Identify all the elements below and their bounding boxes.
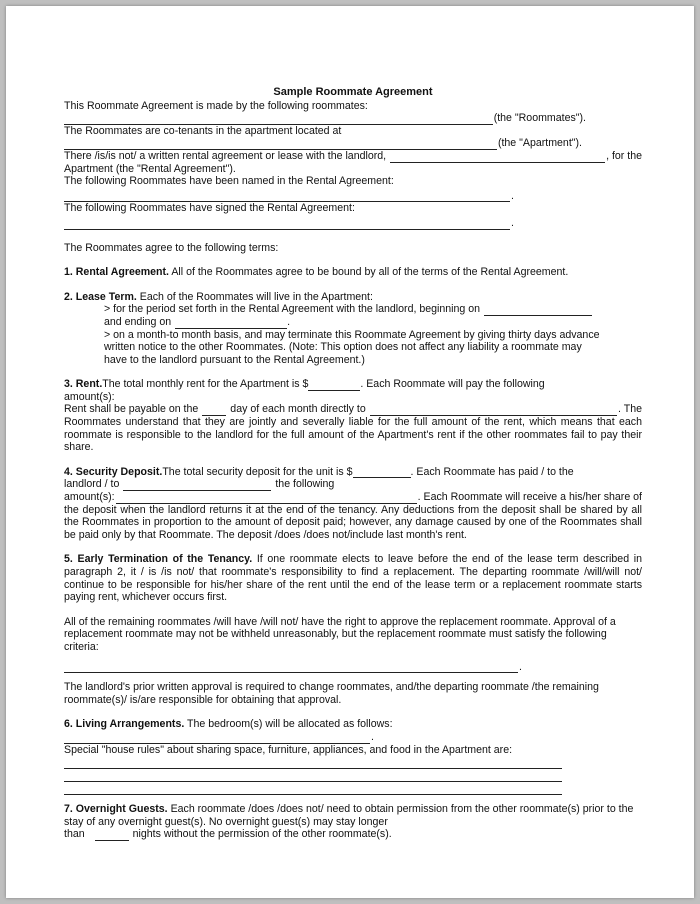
lease-row bbox=[64, 150, 642, 163]
document-page bbox=[6, 6, 694, 898]
bedroom-row bbox=[64, 731, 642, 744]
bedroom-period: . bbox=[371, 730, 374, 743]
criteria-row bbox=[64, 661, 642, 674]
deposit-amounts-blank[interactable] bbox=[116, 493, 417, 504]
than-label: than bbox=[64, 828, 85, 841]
section-3-text-a: The total monthly rent for the Apartment is $ bbox=[102, 378, 309, 391]
agreement-body bbox=[64, 86, 642, 841]
section-6-text: The bedroom(s) will be allocated as follows: bbox=[184, 718, 393, 731]
nights-row bbox=[64, 828, 642, 841]
payee-blank[interactable] bbox=[370, 405, 617, 416]
payable-text-a: Rent shall be payable on the bbox=[64, 403, 199, 416]
lease-text: There /is/is not/ a written rental agreement or lease with the landlord, bbox=[64, 149, 387, 162]
lease-option-2: > on a month-to month basis, and may terminate this Roommate Agreement by giving thirty days advance written notice to the other Roommates. (Note: This option does not affect any liability a roommate may have to the landlord pursuant to the Rental Agreement.) bbox=[104, 328, 600, 366]
section-1-heading: 1. Rental Agreement. bbox=[64, 266, 169, 279]
rental-agreement-def: Apartment (the "Rental Agreement"). bbox=[64, 162, 236, 175]
section-5-para-3: The landlord's prior written approval is required to change roommates, and/the departing roommate /the remaining roommate(s)/ is/are responsible for obtaining that approval. bbox=[64, 681, 599, 706]
rent-amounts-row bbox=[64, 391, 642, 404]
house-rules-line-3[interactable] bbox=[64, 784, 562, 795]
intro-line-1: This Roommate Agreement is made by the following roommates: bbox=[64, 99, 368, 112]
ending-on-label: and ending on bbox=[104, 315, 172, 328]
section-4-text-b: . Each Roommate has paid / to the bbox=[410, 465, 574, 478]
document-title: Sample Roommate Agreement bbox=[273, 86, 433, 98]
signed-roommates-label: The following Roommates have signed the Rental Agreement: bbox=[64, 202, 355, 215]
roommates-suffix: (the "Roommates"). bbox=[493, 112, 586, 125]
section-7-text: Each roommate /does /does not/ need to obtain permission from the other roommate(s) prior to the stay of any overnight guest(s). No overnight guest(s) may stay longer bbox=[64, 803, 634, 828]
section-4-text-a: The total security deposit for the unit is $ bbox=[162, 465, 353, 478]
section-6 bbox=[64, 718, 642, 731]
house-rules-lines bbox=[64, 758, 562, 795]
lease-end-row bbox=[64, 316, 642, 329]
total-rent-blank[interactable] bbox=[308, 380, 360, 391]
nights-blank[interactable] bbox=[95, 830, 129, 841]
intro-line-2: The Roommates are co-tenants in the apartment located at bbox=[64, 124, 342, 137]
section-3-text-b: . Each Roommate will pay the following bbox=[360, 378, 545, 391]
begin-date-blank[interactable] bbox=[484, 305, 592, 316]
section-4-rest: the deposit when the landlord returns it at the end of the tenancy. Any deductions from the deposit shall be shared by all the Roommates in proportion to the amount of deposit paid; however, any damage caused by one of the Roommates shall be paid only by that Roommate. The deposit /does /does not/include last month's rent. bbox=[64, 503, 642, 541]
nights-text: nights without the permission of the other roommate(s). bbox=[132, 828, 392, 841]
landlord-to-label: landlord / to bbox=[64, 478, 120, 491]
house-rules-line-2[interactable] bbox=[64, 771, 562, 782]
section-4-line-1 bbox=[64, 466, 642, 479]
deposit-amount-row bbox=[64, 491, 642, 504]
payable-text-c: . The bbox=[618, 403, 642, 416]
deposit-payee-blank[interactable] bbox=[123, 480, 271, 491]
section-2-heading: 2. Lease Term. bbox=[64, 290, 137, 303]
lease-option-1 bbox=[64, 303, 642, 316]
deposit-amounts-label: amount(s): bbox=[64, 491, 115, 504]
section-4-heading: 4. Security Deposit. bbox=[64, 465, 163, 478]
section-2 bbox=[64, 291, 642, 304]
named-roommates-label: The following Roommates have been named in the Rental Agreement: bbox=[64, 175, 394, 188]
apartment-suffix: (the "Apartment"). bbox=[497, 137, 582, 150]
section-7-heading: 7. Overnight Guests. bbox=[64, 803, 168, 816]
rent-payable-row bbox=[64, 403, 642, 416]
apartment-blank[interactable] bbox=[64, 139, 497, 150]
signed-roommates-row bbox=[64, 217, 642, 230]
section-3-line-1 bbox=[64, 378, 642, 391]
amounts-label: amount(s): bbox=[64, 390, 115, 403]
agree-terms: The Roommates agree to the following terms: bbox=[64, 241, 279, 254]
named-period: . bbox=[511, 189, 514, 202]
ending-period: . bbox=[287, 315, 291, 328]
signed-roommates-blank[interactable] bbox=[64, 219, 510, 230]
roommates-row bbox=[64, 112, 642, 125]
section-2-text: Each of the Roommates will live in the Apartment: bbox=[136, 290, 373, 303]
house-rules-label: Special "house rules" about sharing space, furniture, appliances, and food in the Apartment are: bbox=[64, 743, 513, 756]
roommates-blank[interactable] bbox=[64, 114, 493, 125]
pay-day-blank[interactable] bbox=[202, 405, 226, 416]
section-1-text: All of the Roommates agree to be bound by all of the terms of the Rental Agreement. bbox=[169, 266, 569, 279]
section-6-heading: 6. Living Arrangements. bbox=[64, 718, 185, 731]
section-1 bbox=[64, 266, 642, 279]
section-5 bbox=[64, 553, 642, 603]
section-3-rest: Roommates understand that they are jointly and severally liable for the full amount of the rent, which means that each roommate is responsible to the landlord for the full amount of the Apartment's rent if the other roommates fail to pay their share. bbox=[64, 416, 642, 454]
section-5-para-2: All of the remaining roommates /will have /will not/ have the right to approve the replacement roommate. Approval of a replacement roommate may not be withheld unreasonably, but the replacement roommate must satisfy the following criteria: bbox=[64, 615, 616, 653]
section-7 bbox=[64, 803, 642, 828]
deposit-total-blank[interactable] bbox=[353, 467, 411, 478]
section-5-text: If one roommate elects to leave before the end of the lease term described in paragraph 2, it / is /is not/ that roommate's responsibility to find a replacement. The departing roommate /will/will not/ continue to be responsible for his/her share of the rent until the end of the lease term or a replacement roommate starts paying rent, whichever occurs first. bbox=[64, 553, 643, 604]
section-3-heading: 3. Rent. bbox=[64, 378, 103, 391]
section-5-heading: 5. Early Termination of the Tenancy. bbox=[64, 553, 253, 566]
criteria-blank[interactable] bbox=[64, 662, 518, 673]
lease-option-1-text: > for the period set forth in the Rental Agreement with the landlord, beginning on bbox=[104, 303, 481, 316]
bedroom-blank[interactable] bbox=[64, 733, 370, 744]
signed-period: . bbox=[511, 216, 514, 229]
payable-text-b: day of each month directly to bbox=[230, 403, 366, 416]
deposit-landlord-row bbox=[64, 478, 642, 491]
named-roommates-row bbox=[64, 190, 642, 203]
criteria-period: . bbox=[519, 660, 522, 673]
deposit-share-text: . Each Roommate will receive a his/her share of bbox=[417, 491, 642, 504]
house-rules-line-1[interactable] bbox=[64, 758, 562, 769]
following-label: the following bbox=[275, 478, 335, 491]
end-date-blank[interactable] bbox=[175, 318, 287, 329]
named-roommates-blank[interactable] bbox=[64, 191, 510, 202]
apartment-row bbox=[64, 137, 642, 150]
landlord-blank[interactable] bbox=[390, 152, 605, 163]
lease-text-b: , for the bbox=[606, 149, 642, 162]
